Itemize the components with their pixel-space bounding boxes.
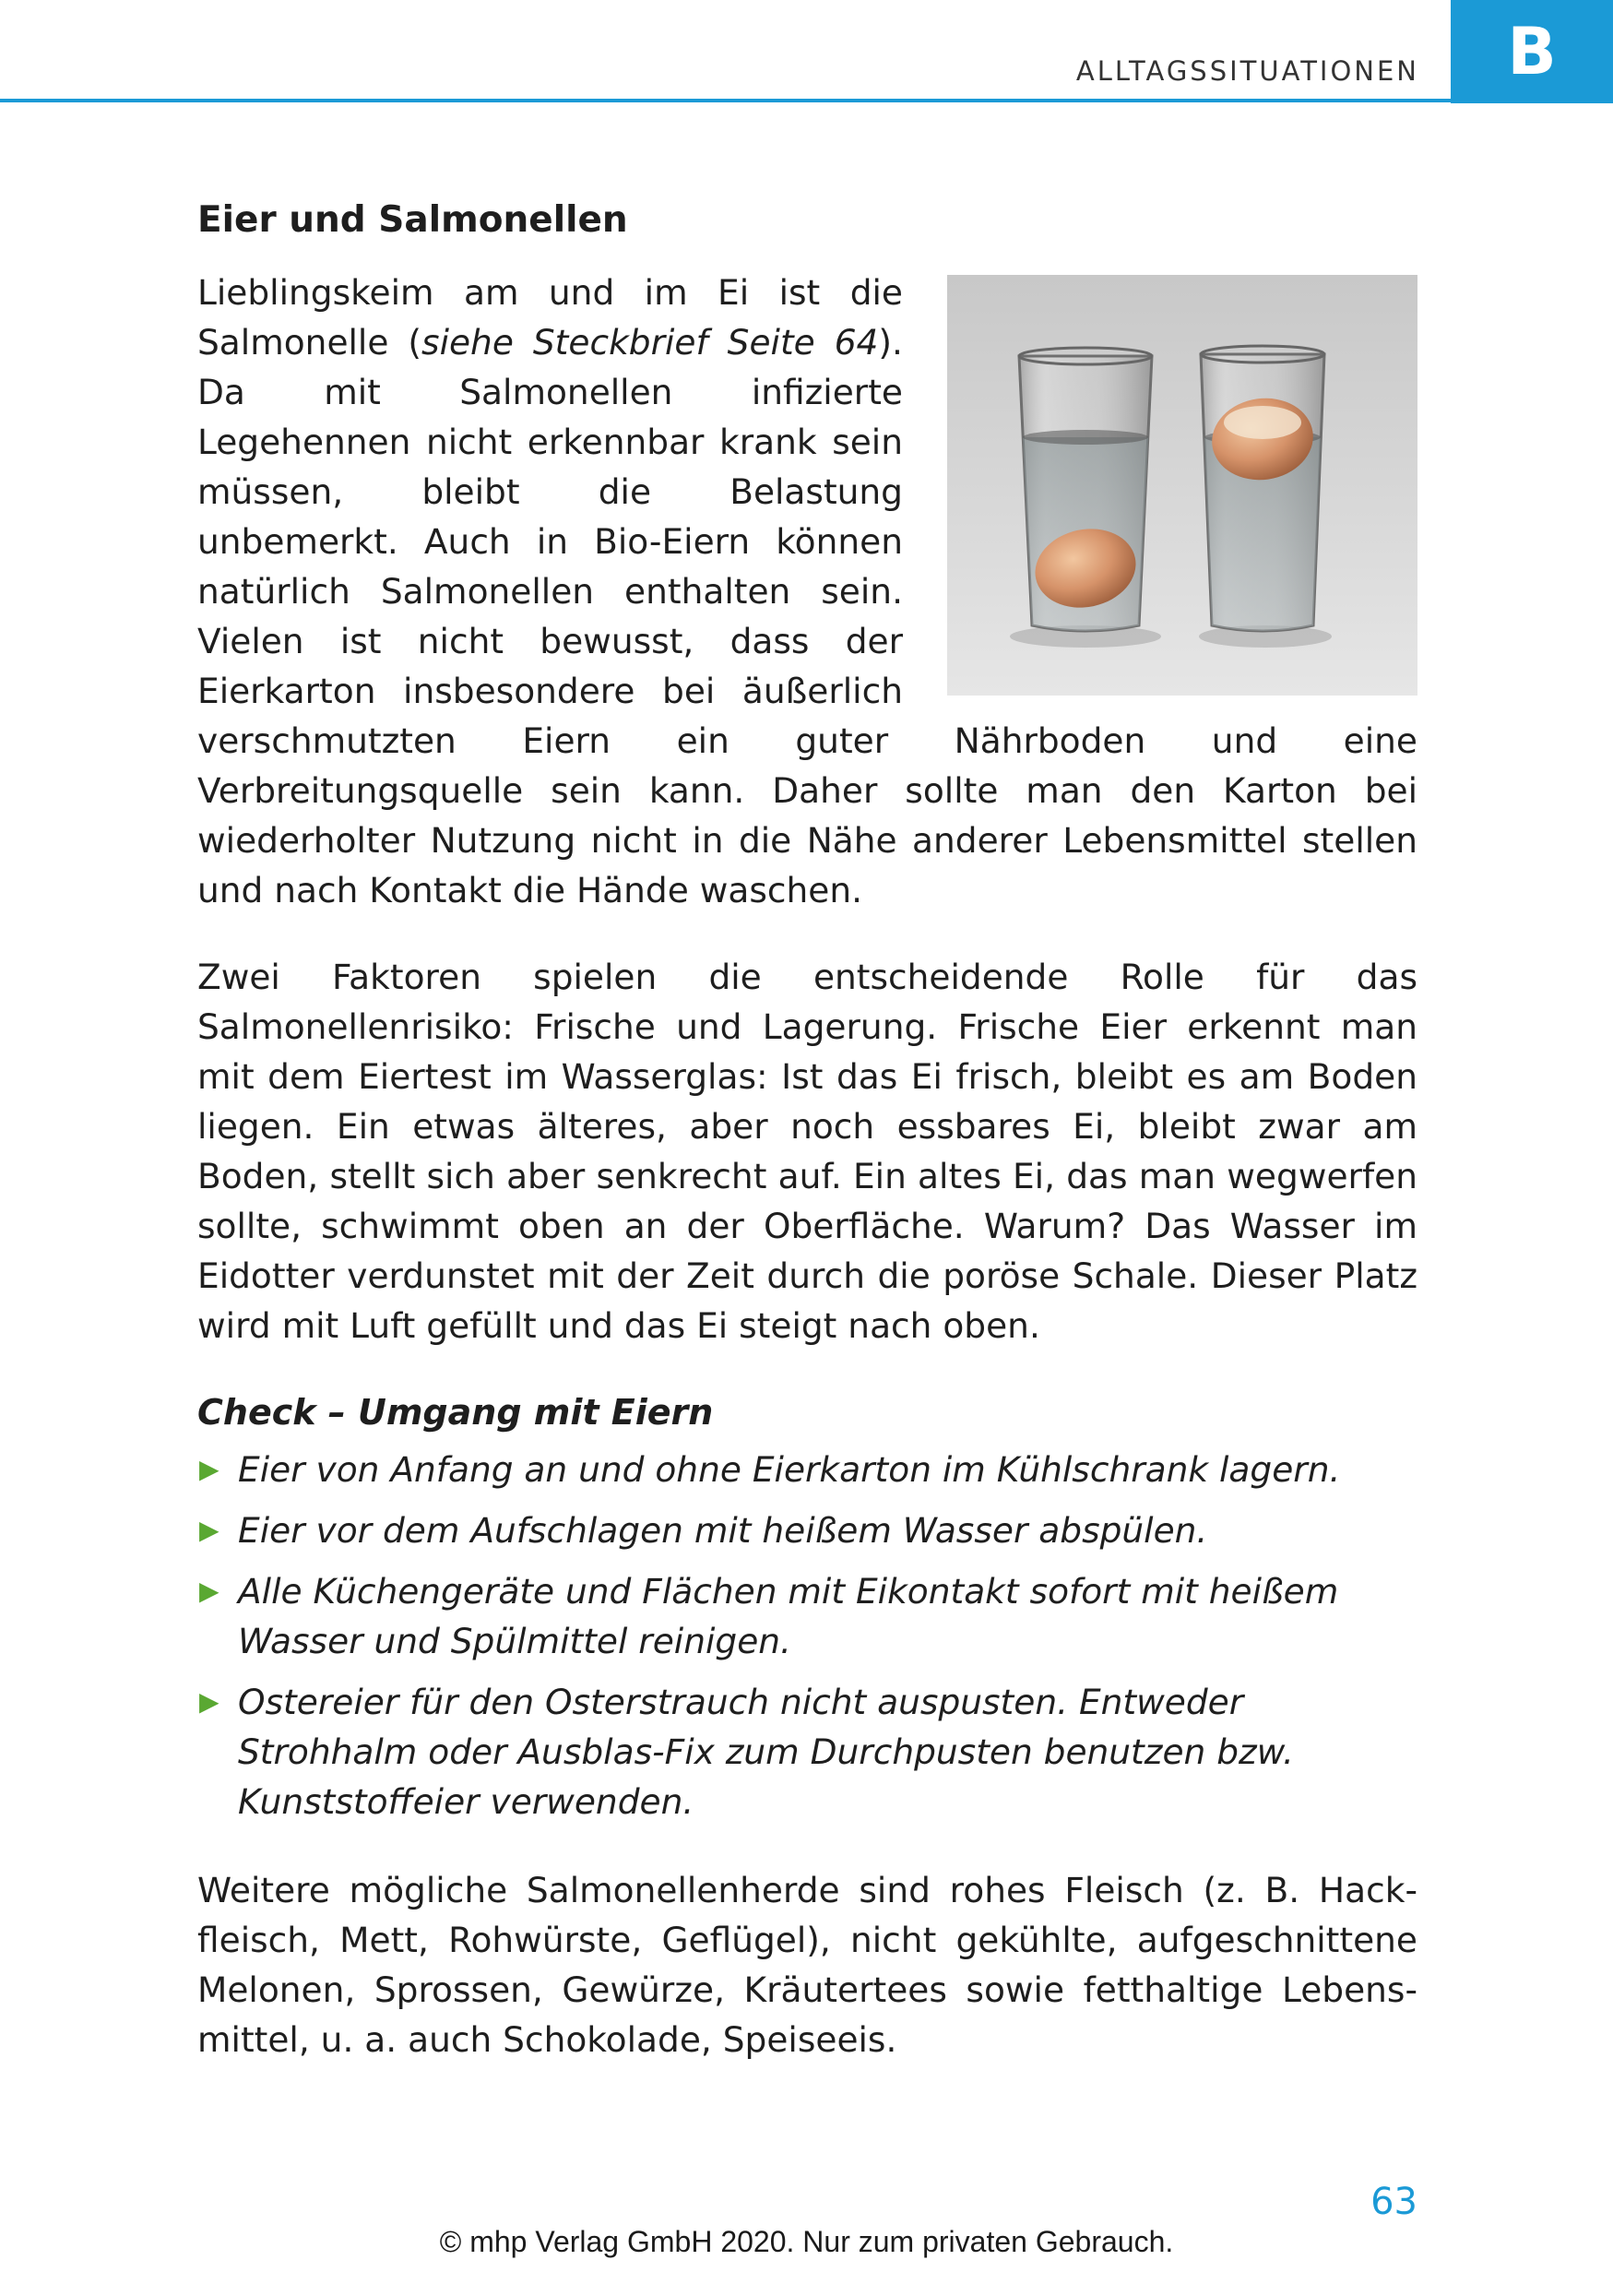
check-item (197, 1505, 1417, 1555)
article-title: Eier und Salmonellen (197, 199, 628, 241)
check-item (197, 1677, 1417, 1826)
check-heading: Check – Umgang mit Eiern (197, 1392, 714, 1433)
check-item (197, 1445, 1417, 1494)
salmonella-sources-paragraph: Weitere mögliche Salmonellenherde sind rohes Fleisch (z. B. Hackfleisch, Mett, Rohwürste, Geflügel), nicht gekühlte, aufgeschnittene Melonen, Sprossen, Gewürze, Kräutertees sowie fetthaltige Lebensmittel, u. a. auch Schokolade, Speiseeis. (197, 1870, 1417, 2060)
check-list (197, 1445, 1417, 1826)
intro-text-part1: Lieblingskeim am und im Ei ist die Salmonelle ( (197, 272, 903, 363)
article (197, 196, 1417, 2064)
check-item-text: Eier von Anfang an und ohne Eierkarton im Kühlschrank lagern. (238, 1449, 1341, 1490)
triangle-bullet-icon: ▶ (199, 1576, 219, 1606)
intro-paragraph (197, 268, 1417, 915)
triangle-bullet-icon: ▶ (199, 1454, 219, 1484)
steckbrief-reference: siehe Steckbrief Seite 64 (421, 322, 879, 363)
egg-water-test-image (947, 275, 1417, 696)
page-number: 63 (1370, 2181, 1417, 2223)
section-label: ALLTAGSSITUATIONEN (1075, 55, 1419, 87)
freshness-paragraph: Zwei Faktoren spielen die entscheidende Rolle für das Salmonellenrisiko: Frische und Lagerung. Frische Eier erkennt man mit dem Eiertest im Wasserglas: Ist das Ei frisch, bleibt es am Boden liegen. Ein etwas älteres, aber noch essbares Ei, bleibt zwar am Boden, stellt sich aber senkrecht auf. Ein altes Ei, das man wegwerfen sollte, schwimmt oben an der Oberfläche. Warum? Das Wasser im Eidotter verdunstet mit der Zeit durch die poröse Schale. Dieser Platz wird mit Luft gefüllt und das Ei steigt nach oben. (197, 957, 1417, 1346)
check-item-text: Ostereier für den Osterstrauch nicht auspusten. Entweder Strohhalm oder Ausblas-Fix zum Durchpusten benutzen bzw. Kunststoffeier verwenden. (238, 1682, 1294, 1822)
triangle-bullet-icon: ▶ (199, 1515, 219, 1545)
triangle-bullet-icon: ▶ (199, 1686, 219, 1717)
check-item-text: Eier vor dem Aufschlagen mit heißem Wasser abspülen. (238, 1510, 1208, 1551)
section-letter-tab: B (1451, 0, 1613, 103)
intro-text-part2: ). Da mit Salmonellen infizierte Legehennen nicht erkennbar krank sein müssen, bleibt die Belastung unbemerkt. Auch in Bio-Eiern können natürlich Salmonellen enthalten sein. Vielen ist nicht bewusst, dass der Eierkarton insbesondere bei äußerlich verschmutzten Eiern ein guter Nährboden und eine Verbreitungsquelle sein kann. Daher sollte man den Karton bei wiederholter Nutzung nicht in die Nähe anderer Lebensmittel stellen und nach Kontakt die Hände waschen. (197, 322, 1417, 910)
copyright-notice: © mhp Verlag GmbH 2020. Nur zum privaten Gebrauch. (439, 2225, 1174, 2258)
egg-glasses-illustration (947, 275, 1417, 696)
check-item-text: Alle Küchengeräte und Flächen mit Eikontakt sofort mit heißem Wasser und Spülmittel reinigen. (238, 1571, 1339, 1661)
header-rule (0, 99, 1453, 102)
check-item (197, 1566, 1417, 1666)
